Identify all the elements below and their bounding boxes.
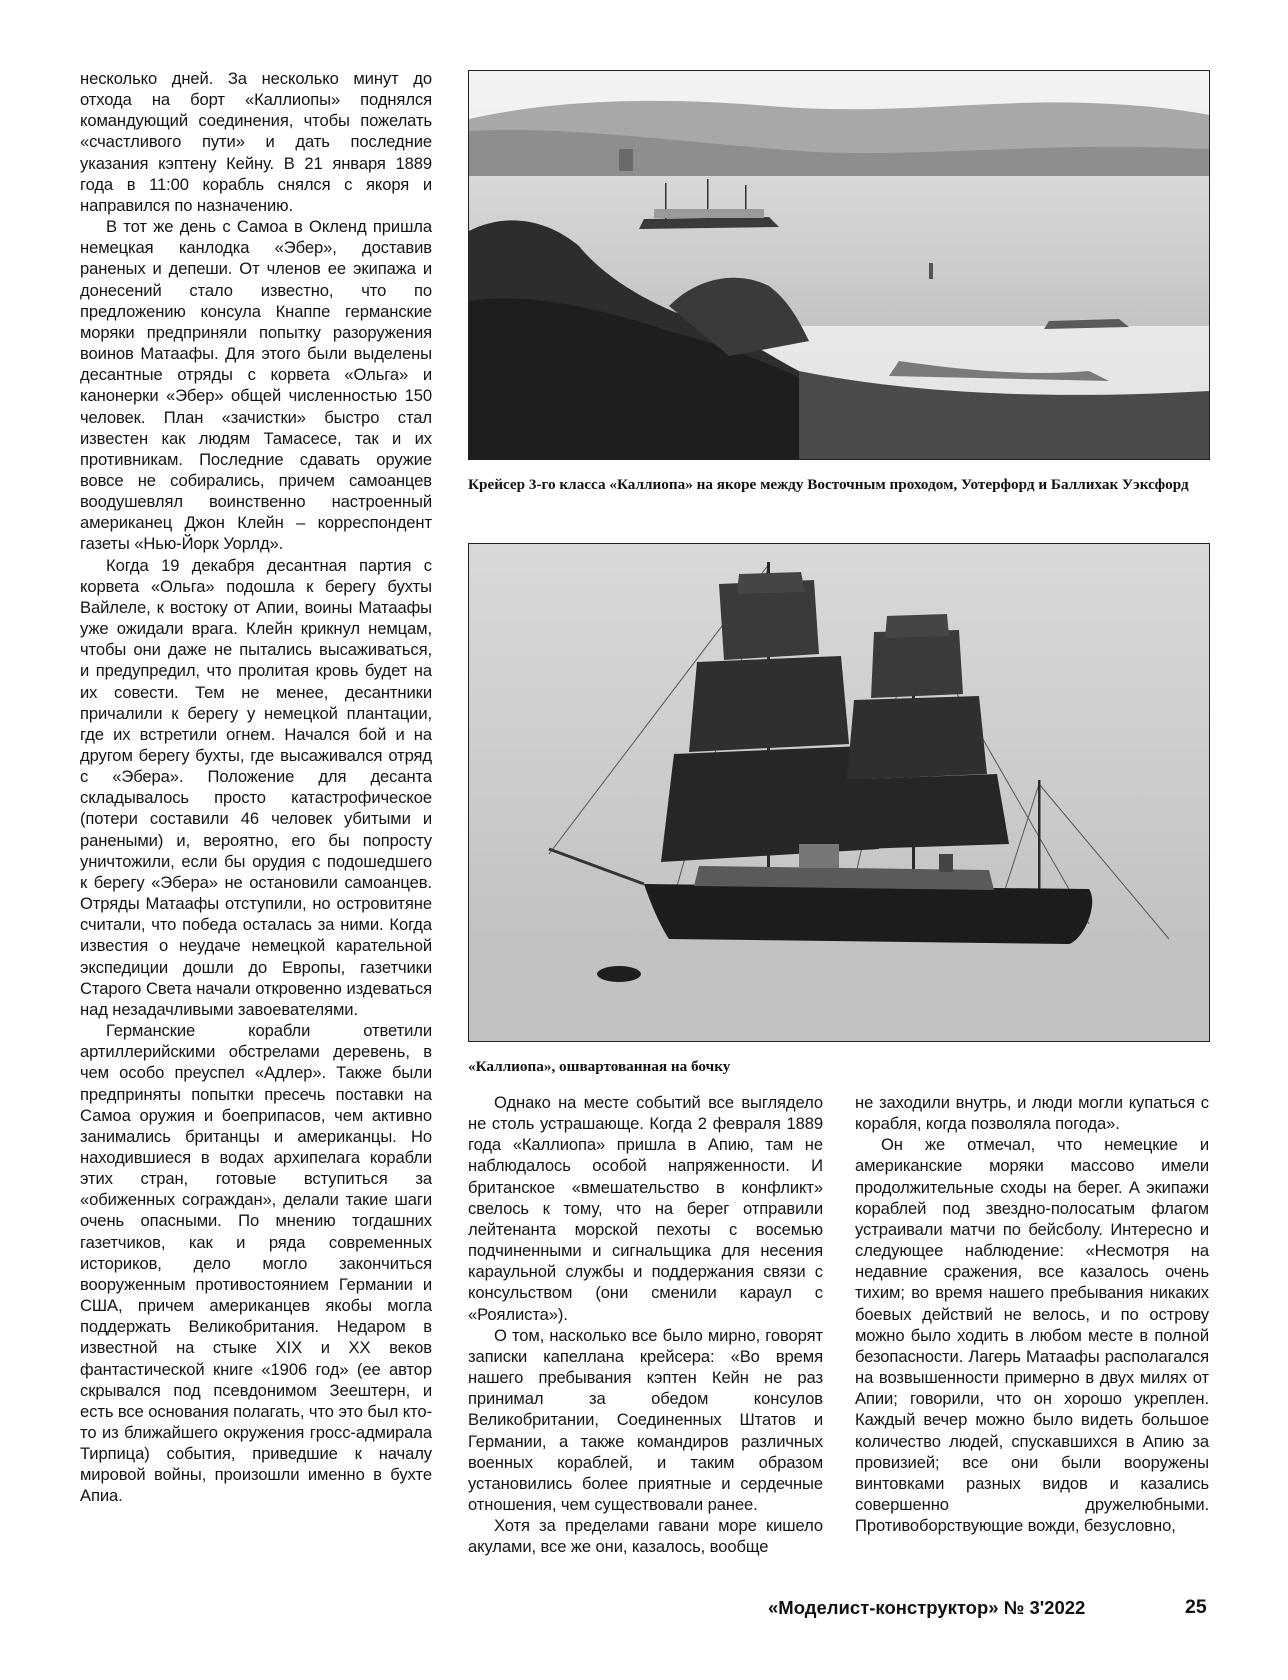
- middle-text-column: [468, 1092, 823, 1557]
- paragraph: Когда 19 декабря десантная партия с корвета «Ольга» подошла к берегу бухты Вайлеле, к востоку от Апии, воины Матаафы уже ожидали врага. Клейн крикнул немцам, чтобы они даже не пытались высаживаться, и предупредил, что пролитая кровь будет на их совести. Тем не менее, десантники причалили к берегу у немецкой плантации, где их встретили огнем. Начался бой и на другом берегу бухты, где высаживался отряд с «Эбера». Положение для десанта складывалось просто катастрофическое (потери составили 46 человек убитыми и ранеными) и, вероятно, его бы попросту уничтожили, если бы орудия с подошедшего к берегу «Эбера» не остановили самоанцев. Отряды Матаафы отступили, но островитяне считали, что победа осталась за ними. Когда известия о неудаче немецкой карательной экспедиции дошли до Европы, газетчики Старого Света начали откровенно издеваться над незадачливыми завоевателями.: [80, 555, 432, 1019]
- paragraph: не заходили внутрь, и люди могли купаться с корабля, когда позволяла погода».: [855, 1093, 1209, 1134]
- paragraph: Германские корабли ответили артиллерийскими обстрелами деревень, в чем особо преуспел «Адлер». Также были предприняты попытки пресечь поставки на Самоа оружия и боеприпасов, чем активно занимались британцы и американцы. Но находившиеся в водах архипелага корабли этих стран, готовые вступиться за «обиженных сограждан», делали такие шаги очень опасными. По мнению тогдашних газетчиков, как и ряда современных историков, дело могло закончиться вооруженным противостоянием Германии и США, причем американцев якобы могла поддержать Великобритания. Недаром в известной на стыке XIX и XX веков фантастической книге «1906 год» (ее автор скрывался под псевдонимом Зеештерн, и есть все основания полагать, что это был кто-то из ближайшего окружения гросс-адмирала Тирпица) события, приведшие к началу мировой войны, произошли именно в бухте Апиа.: [80, 1021, 432, 1506]
- right-text-column: [855, 1092, 1209, 1536]
- left-text-column: [80, 68, 432, 1507]
- photo-caption: «Каллиопа», ошвартованная на бочку: [468, 1058, 731, 1075]
- paragraph: Хотя за пределами гавани море кишело акулами, все же они, казалось, вообще: [468, 1516, 823, 1557]
- photo-caption: Крейсер 3-го класса «Каллиопа» на якоре между Восточным проходом, Уотерфорд и Баллихак Уэксфорд: [468, 476, 1189, 493]
- photo-harbor-cruiser: [468, 70, 1210, 460]
- photo-moored-ship: [468, 543, 1210, 1042]
- paragraph: О том, насколько все было мирно, говорят записки капеллана крейсера: «Во время нашего пребывания кэптен Кейн не раз принимал за обедом консулов Великобритании, Соединенных Штатов и Германии, а также командиров различных военных кораблей, и таким образом установились более приятные и сердечные отношения, чем существовали ранее.: [468, 1325, 823, 1514]
- journal-name: «Моделист-конструктор» № 3'2022: [768, 1597, 1086, 1618]
- paragraph: несколько дней. За несколько минут до отхода на борт «Каллиопы» поднялся командующий соединения, чтобы пожелать «счастливого пути» и дать последние указания кэптену Кейну. В 21 января 1889 года в 11:00 корабль снялся с якоря и направился по назначению.: [80, 69, 432, 215]
- paragraph: Он же отмечал, что немецкие и американские моряки массово имели продолжительные сходы на берег. А экипажи кораблей под звездно-полосатым флагом устраивали матчи по бейсболу. Интересно и следующее наблюдение: «Несмотря на недавние сражения, все казалось очень тихим; во время нашего пребывания никаких боевых действий не велось, и по острову можно было ходить в любом месте в полной безопасности. Лагерь Матаафы располагался на возвышенности примерно в двух милях от Апии; говорили, что он хорошо укреплен. Каждый вечер можно было видеть большое количество людей, спускавшихся в Апию за провизией; все они были вооружены винтовками разных видов и казались совершенно дружелюбными. Противоборствующие вожди, безусловно,: [855, 1135, 1209, 1536]
- paragraph: В тот же день с Самоа в Окленд пришла немецкая канлодка «Эбер», доставив раненых и депеши. От членов ее экипажа и донесений стало известно, что по предложению консула Кнаппе германские моряки предприняли попытку разоружения воинов Матаафы. Для этого были выделены десантные отряды с корвета «Ольга» и канонерки «Эбер» общей численностью 150 человек. План «зачистки» быстро стал известен как людям Тамасесе, так и их противникам. Последние сдавать оружие вовсе не собирались, причем самоанцев воодушевлял воинственно настроенный американец Джон Клейн – корреспондент газеты «Нью-Йорк Уорлд».: [80, 217, 432, 554]
- page-number: 25: [1185, 1596, 1207, 1618]
- paragraph: Однако на месте событий все выглядело не столь устрашающе. Когда 2 февраля 1889 года «Каллиопа» пришла в Апию, там не наблюдалось особой напряженности. И британское «вмешательство в конфликт» свелось к тому, что на берег отправили лейтенанта морской пехоты с восемью подчиненными и сигнальщика для несения караульной службы и поддержания связи с консульством (они сменили караул с «Роялиста»).: [468, 1093, 823, 1324]
